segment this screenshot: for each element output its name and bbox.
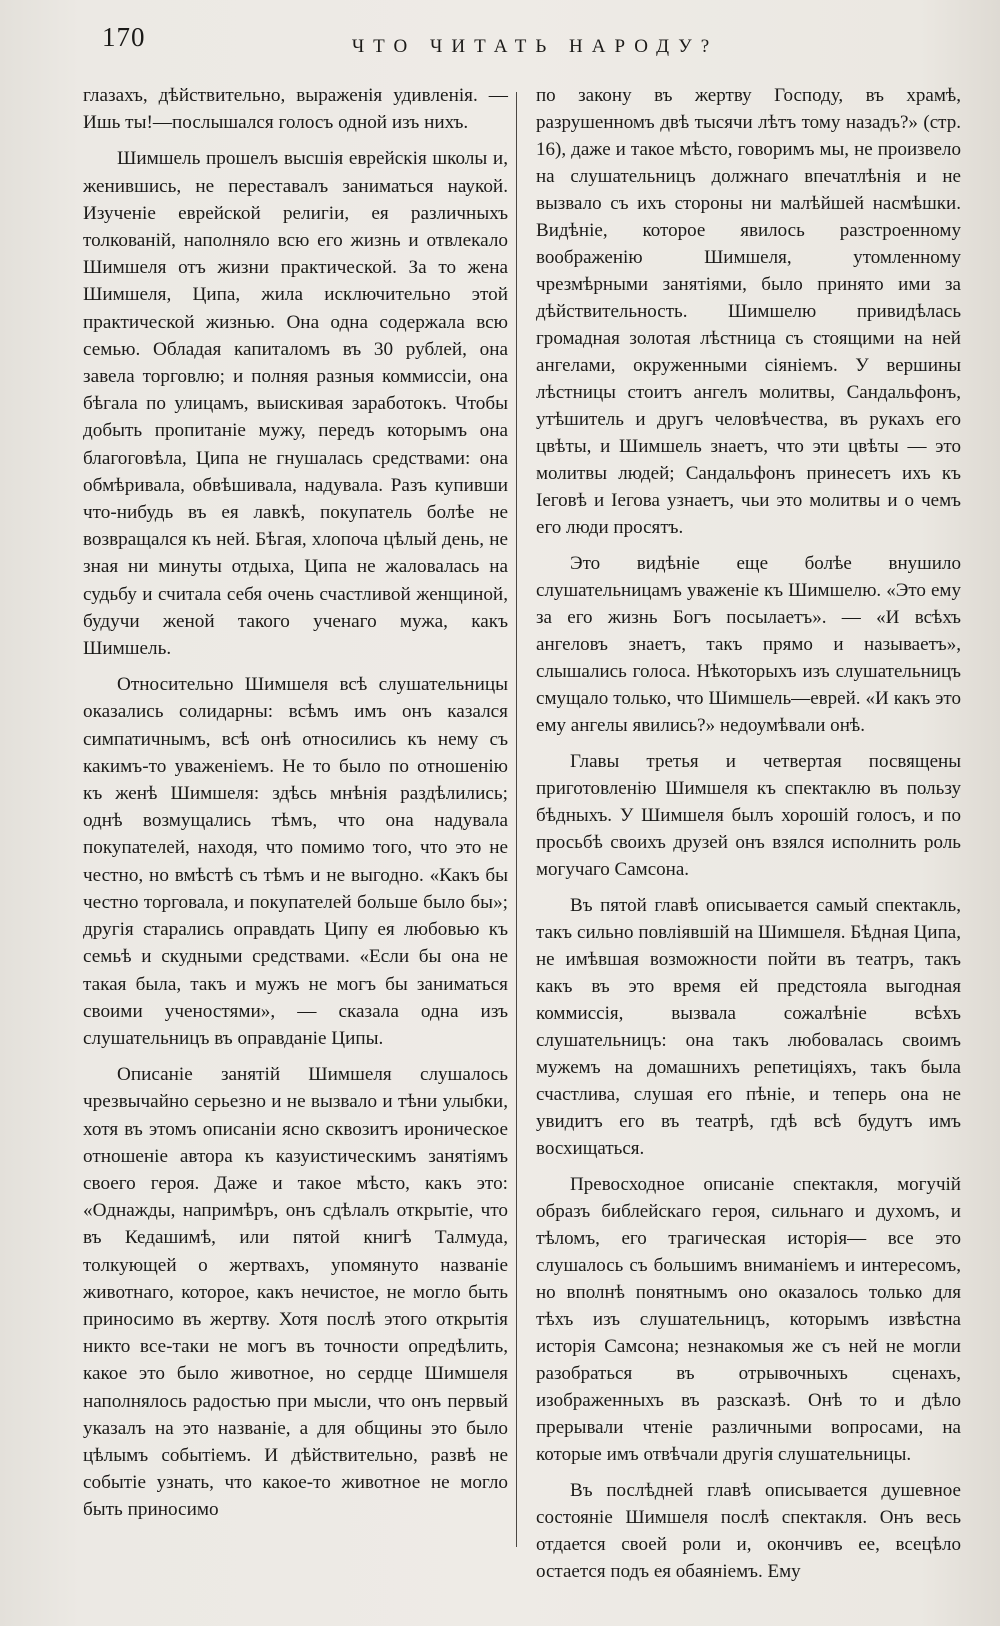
paragraph: Въ пятой главѣ описывается самый спектакль, такъ сильно повліявшій на Шимшеля. Бѣдная Ципа, не имѣвшая возможности пойти въ театръ, такъ какъ въ это время ей предстояла выгодная коммиссія, вызвала сожалѣніе всѣхъ слушательницъ: она такъ любовалась своимъ мужемъ на домашнихъ репетиціяхъ, такъ была счастлива, слушая его пѣніе, и теперь она не увидитъ его въ театрѣ, гдѣ всѣ будутъ имъ восхищаться. [536,895,961,1159]
paragraph: Относительно Шимшеля всѣ слушательницы оказались солидарны: всѣмъ имъ онъ казался симпатичнымъ, всѣ онѣ относились къ нему съ какимъ-то уваженіемъ. Не то было по отношенію къ женѣ Шимшеля: здѣсь мнѣнія раздѣлились; однѣ возмущались тѣмъ, что она надувала покупателей, находя, что помимо того, что это не честно, но вмѣстѣ съ тѣмъ и не выгодно. «Какъ бы честно торговала, и покупателей больше было бы»; другія старались оправдать Ципу ея любовью къ семьѣ и скудными средствами. «Если бы она не такая была, такъ и мужъ не могъ бы заниматься своими ученостями», — сказала одна изъ слушательницъ въ оправданіе Ципы. [83,674,508,1049]
paragraph: Шимшель прошелъ высшія еврейскія школы и, женившись, не переставалъ заниматься наукой. Изученіе еврейской религіи, ея различныхъ толкованій, наполняло всю его жизнь и отвлекало Шимшеля отъ жизни практической. За то жена Шимшеля, Ципа, жила исключительно этой практической жизнью. Она одна содержала всю семью. Обладая капиталомъ въ 30 рублей, она завела торговлю; и полняя разныя коммиссіи, она бѣгала по улицамъ, выискивая заработокъ. Чтобы добыть пропитаніе мужу, передъ которымъ она благоговѣла, Ципа не гнушалась средствами: она обмѣривала, обвѣшивала, надувала. Разъ купивши что-нибудь въ ея лавкѣ, покупатель болѣе не возвращался къ ней. Бѣгая, хлопоча цѣлый день, не зная ни минуты отдыха, Ципа не жаловалась на судьбу и считала себя очень счастливой женщиной, будучи женой такого ученаго мужа, какъ Шимшель. [83,148,508,660]
paragraph: глазахъ, дѣйствительно, выраженія удивленія. — Ишь ты!—послышался голосъ одной изъ нихъ. [83,85,508,134]
paragraph: Превосходное описаніе спектакля, могучій образъ библейскаго героя, сильнаго и духомъ, и тѣломъ, его трагическая исторія— все это слушалось съ большимъ вниманіемъ и интересомъ, но вполнѣ понятнымъ оно оказалось только для тѣхъ изъ слушательницъ, которымъ извѣстна исторія Самсона; незнакомыя же съ ней не могли разобраться въ отрывочныхъ сценахъ, изображенныхъ въ разсказѣ. Онѣ то и дѣло прерывали чтеніе различными вопросами, на которые имъ отвѣчали другія слушательницы. [536,1174,961,1465]
paragraph: по закону въ жертву Господу, въ храмѣ, разрушенномъ двѣ тысячи лѣтъ тому назадъ?» (стр. 16), даже и такое мѣсто, говоримъ мы, не произвело на слушательницъ должнаго впечатлѣнія и не вызвало съ ихъ стороны ни малѣйшей насмѣшки. Видѣніе, которое явилось разстроенному воображенію Шимшеля, утомленному чрезмѣрными занятіями, было принято ими за дѣйствительность. Шимшелю привидѣлась громадная золотая лѣстница съ стоящими на ней ангелами, окруженными сіяніемъ. У вершины лѣстницы стоитъ ангелъ молитвы, Сандальфонъ, утѣшитель и другъ человѣчества, въ рукахъ его цвѣты, и Шимшель знаетъ, что эти цвѣты — это молитвы людей; Сандальфонъ принесетъ ихъ къ Iеговѣ и Iегова узнаетъ, чьи это молитвы и о чемъ его люди просятъ. [536,85,961,538]
page-header [0,0,1000,80]
running-title: ЧТО ЧИТАТЬ НАРОДУ? [351,36,719,57]
paragraph: Это видѣніе еще болѣе внушило слушательницамъ уваженіе къ Шимшелю. «Это ему за его жизнь Богъ посылаетъ». — «И всѣхъ ангеловъ знаетъ, такъ прямо и называетъ», слышались голоса. Нѣкоторыхъ изъ слушательницъ смущало только, что Шимшель—еврей. «И какъ это ему ангелы явились?» недоумѣвали онѣ. [536,553,961,736]
paragraph: Главы третья и четвертая посвящены приготовленію Шимшеля къ спектаклю въ пользу бѣдныхъ. У Шимшеля былъ хорошій голосъ, и по просьбѣ своихъ друзей онъ взялся исполнить роль могучаго Самсона. [536,751,961,880]
column-divider [516,92,517,1547]
left-column [83,82,508,1533]
paragraph: Въ послѣдней главѣ описывается душевное состояніе Шимшеля послѣ спектакля. Онъ весь отдается своей роли и, окончивъ ее, всецѣло остается подъ ея обаяніемъ. Ему [536,1480,961,1582]
page-number: 170 [102,22,146,52]
right-column [536,82,961,1594]
paragraph: Описаніе занятій Шимшеля слушалось чрезвычайно серьезно и не вызвало и тѣни улыбки, хотя въ этомъ описаніи ясно сквозитъ ироническое отношеніе автора къ казуистическимъ занятіямъ своего героя. Даже и такое мѣсто, какъ это: «Однажды, напримѣръ, онъ сдѣлалъ открытіе, что въ Кедашимѣ, или пятой книгѣ Талмуда, толкующей о жертвахъ, упомянуто названіе животнаго, которое, какъ нечистое, не могло быть приносимо въ жертву. Хотя послѣ этого открытія никто все-таки не могъ въ точности опредѣлить, какое это было животное, но сердце Шимшеля наполнялось радостью при мысли, что онъ первый указалъ на это названіе, а для общины это было цѣлымъ событіемъ. И дѣйствительно, развѣ не событіе узнать, что какое-то животное не могло быть приносимо [83,1064,508,1521]
